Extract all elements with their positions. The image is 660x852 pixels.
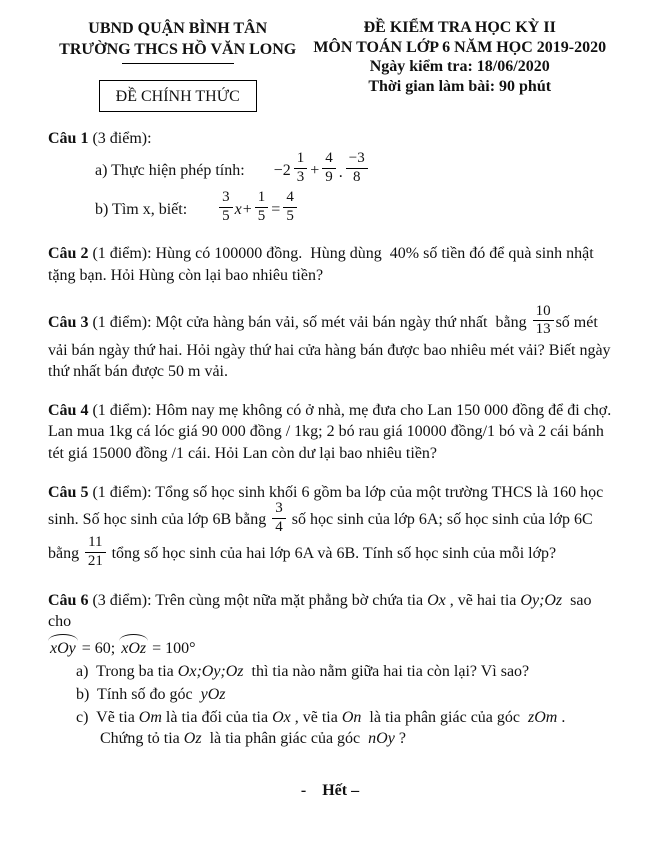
question-5-label: Câu 5	[48, 483, 89, 501]
question-5-text-post: tổng số học sinh của hai lớp 6A và 6B. Tính số học sinh của mỗi lớp?	[107, 545, 557, 563]
header-right	[307, 18, 612, 112]
question-6c	[48, 707, 612, 749]
question-5	[48, 482, 612, 572]
question-4-text: (1 điểm): Hôm nay mẹ không có ở nhà, mẹ đưa cho Lan 150 000 đồng để đi chợ. Lan mua 1kg cá lóc giá 90 000 đồng / 1kg; 2 bó rau giá 10000 đồng/1 bó và 2 cái bánh tét giá 15000 đồng /1 cái. Hỏi Lan còn dư lại bao nhiêu tiền?	[48, 402, 616, 462]
question-4-label: Câu 4	[48, 402, 89, 420]
question-6c-mid1: là tia đối của tia	[161, 709, 273, 727]
question-6c-mid5: là tia phân giác của góc	[201, 730, 369, 748]
fraction-1-5: $\frac{1}{5}$	[255, 190, 269, 225]
angle-xoz: xOz	[119, 634, 148, 659]
fraction-4-5: $\frac{4}{5}$	[283, 190, 297, 225]
fraction-4-9: $\frac{4}{9}$	[322, 151, 336, 186]
question-1-points: (3 điểm):	[88, 130, 152, 148]
question-6b-pre: b) Tính số đo góc	[76, 686, 201, 704]
question-5-text-pre: (1 điểm): Tổng số học sinh khối 6 gồm ba lớp của một trường THCS là 160 học sinh. Số học sinh của lớp 6B bằng	[48, 483, 608, 528]
question-1b-equation	[217, 188, 299, 227]
angle-noy: nOy	[368, 730, 395, 748]
exam-type-box	[99, 80, 257, 112]
fraction-neg3-8: $\frac{-3}{8}$	[346, 151, 368, 186]
question-1b	[48, 188, 612, 227]
fraction-1-3: $\frac{1}{3}$	[294, 151, 308, 186]
header	[48, 18, 612, 112]
school-name: TRƯỜNG THCS HỒ VĂN LONG	[59, 41, 297, 59]
ray-ox: Ox	[427, 591, 446, 609]
mixed-number-lead: −2	[273, 162, 291, 180]
variable-x: x	[234, 200, 242, 218]
multiply-dot-operator: .	[338, 163, 343, 181]
question-6c-mid3: là tia phân giác của góc	[361, 709, 528, 727]
plus-operator: +	[242, 200, 252, 218]
fraction-3-5: $\frac{3}{5}$	[219, 190, 233, 225]
question-6-angles	[48, 634, 612, 659]
question-6c-pre: c) Vẽ tia	[76, 709, 139, 727]
rays-oy-oz: Oy;Oz	[520, 591, 563, 609]
fraction-11-21: $\frac{11}{21}$	[85, 535, 105, 570]
question-3-text-post: số mét vải bán ngày thứ hai. Hỏi ngày thứ hai cửa hàng bán được bao nhiêu mét vải? Biết ngày thứ nhất bán được 50 m vải.	[48, 313, 615, 381]
question-6a	[48, 661, 612, 682]
question-4	[48, 400, 616, 463]
exam-duration: Thời gian làm bài: 90 phút	[368, 77, 552, 95]
ray-ox: Ox	[272, 709, 291, 727]
question-1a	[48, 150, 612, 188]
fraction-10-13: $\frac{10}{13}$	[533, 304, 554, 339]
question-6c-mid2: , vẽ tia	[290, 709, 342, 727]
angle-xoy: xOy	[48, 634, 78, 659]
questions	[48, 128, 616, 800]
question-1a-expression	[273, 150, 370, 188]
header-underline	[122, 63, 234, 64]
exam-date: Ngày kiểm tra: 18/06/2020	[369, 58, 550, 76]
ray-om: Om	[138, 709, 162, 727]
question-3-text-pre: (1 điểm): Một cửa hàng bán vải, số mét vải bán ngày thứ nhất bằng	[88, 313, 531, 331]
angle-yoz: yOz	[200, 686, 226, 704]
question-6c-mid4: . Chứng tỏ tia	[100, 709, 570, 748]
question-6b	[48, 684, 612, 705]
question-6c-post: ?	[394, 730, 406, 748]
question-2	[48, 243, 612, 285]
rays-ox-oy-oz: Ox;Oy;Oz	[177, 663, 244, 681]
exam-type-label: ĐỀ CHÍNH THỨC	[115, 88, 240, 106]
question-2-text: (1 điểm): Hùng có 100000 đồng. Hùng dùng 40% số tiền đó để quà sinh nhật tặng bạn. Hỏi Hùng còn lại bao nhiêu tiền?	[48, 245, 598, 284]
angle-xoy-value: = 60;	[77, 640, 120, 658]
question-3-label: Câu 3	[48, 313, 89, 331]
ray-oz: Oz	[183, 730, 202, 748]
ray-on: On	[341, 709, 362, 727]
angle-xoz-value: = 100°	[148, 640, 196, 658]
question-6-label: Câu 6	[48, 591, 89, 609]
exam-subject: MÔN TOÁN LỚP 6 NĂM HỌC 2019-2020	[313, 38, 607, 56]
equals-sign: =	[271, 200, 281, 218]
question-6-intro-mid: , vẽ hai tia	[445, 591, 521, 609]
question-1a-label: a) Thực hiện phép tính:	[95, 162, 245, 180]
question-1b-label: b) Tìm x, biết:	[95, 200, 188, 218]
question-6-intro-post: sao cho	[48, 591, 596, 630]
question-1-label: Câu 1	[48, 130, 89, 148]
header-left	[48, 18, 307, 112]
angle-zom: zOm	[528, 709, 558, 727]
plus-operator: +	[310, 162, 320, 180]
question-2-label: Câu 2	[48, 245, 89, 263]
question-6-intro-pre: (3 điểm): Trên cùng một nữa mặt phẳng bờ chứa tia	[88, 591, 428, 609]
exam-title: ĐỀ KIỂM TRA HỌC KỲ II	[363, 19, 556, 36]
question-1	[48, 128, 612, 149]
fraction-3-4: $\frac{3}{4}$	[272, 501, 286, 536]
question-5-text-mid: số học sinh của lớp 6A; số học sinh của lớp 6C bằng	[48, 510, 597, 563]
end-of-exam-marker: - Hết –	[300, 781, 360, 799]
question-3	[48, 302, 615, 383]
question-6a-post: thì tia nào nằm giữa hai tia còn lại? Vì sao?	[243, 663, 530, 681]
question-6a-pre: a) Trong ba tia	[76, 663, 178, 681]
org-name: UBND QUẬN BÌNH TÂN	[88, 20, 268, 37]
question-6	[48, 590, 612, 632]
